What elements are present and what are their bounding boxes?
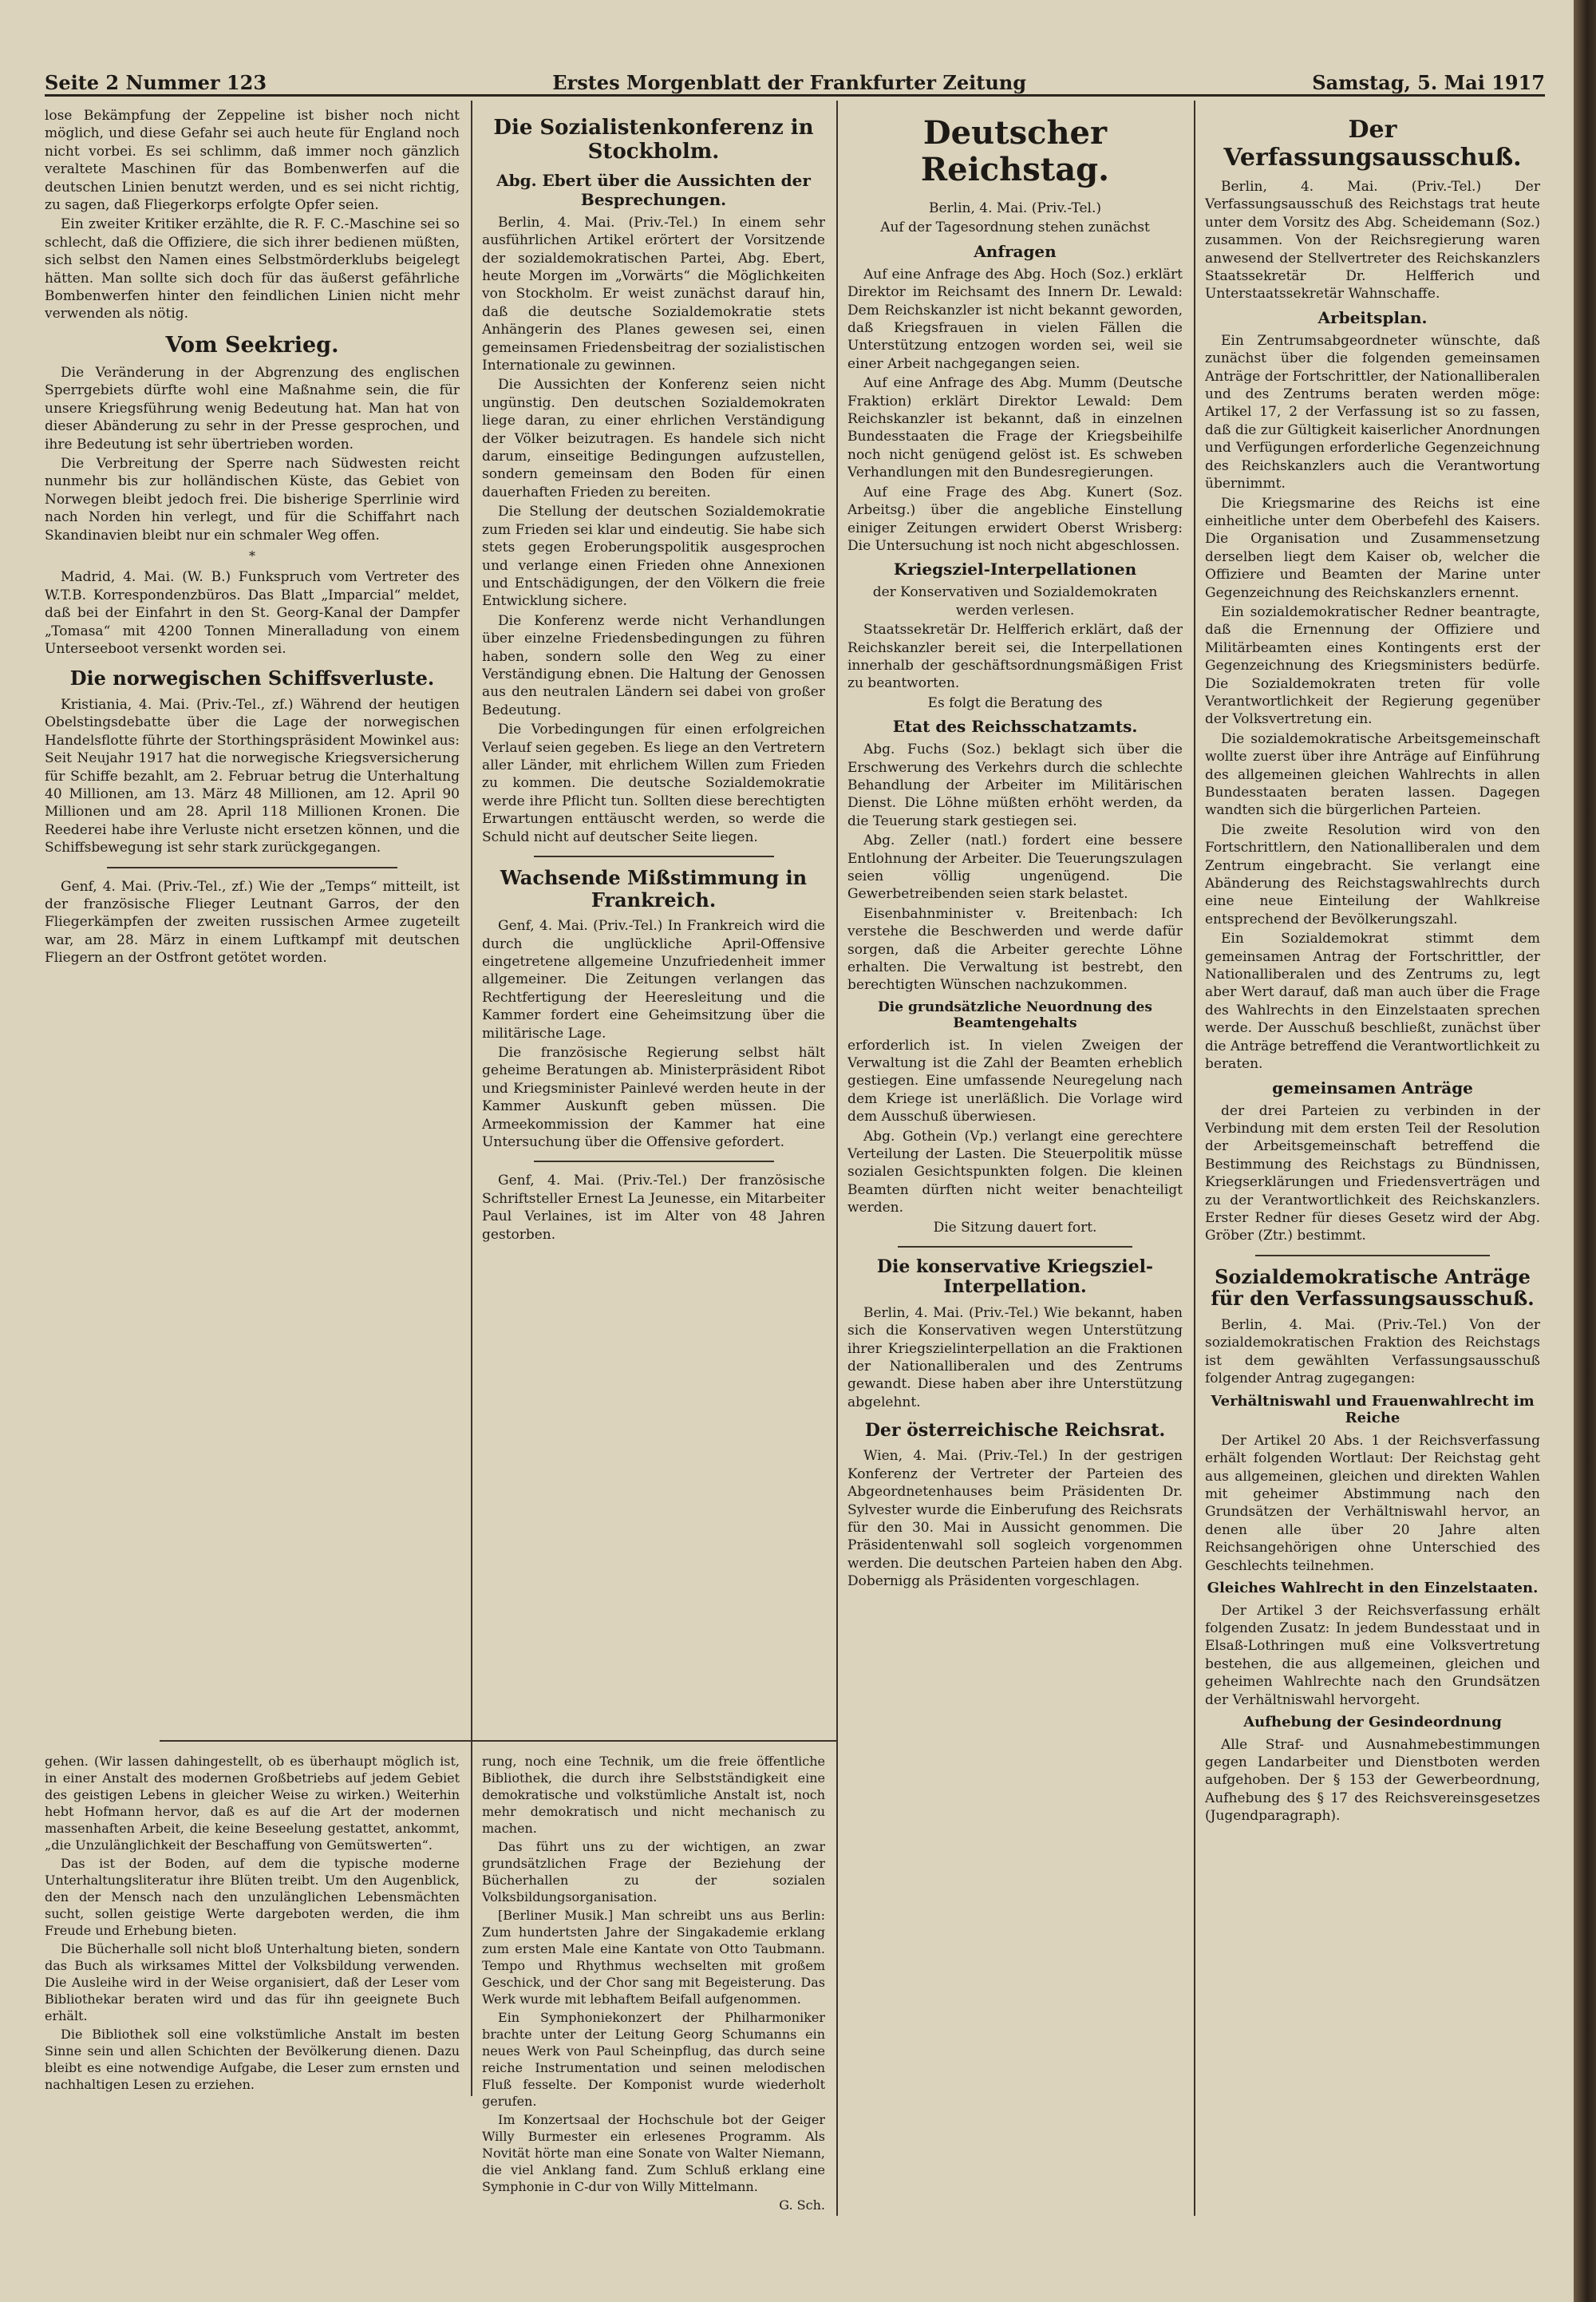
article-paragraph: Es folgt die Beratung des [927, 694, 1103, 711]
article-paragraph: Das ist der Boden, auf dem die typische moderne Unterhaltungsliteratur ihre Blüten treibt. Um den Augenblick, den der Mensch nach den unzulänglichen Lebensmächten sucht, sollen geistige Werte dargeboten werden, die ihm Freude und Erhebung bieten. [45, 1856, 460, 1938]
headline-konservative: Die konservative Kriegsziel-Interpellation. [876, 1256, 1154, 1298]
article-paragraph: gehen. (Wir lassen dahingestellt, ob es überhaupt möglich ist, in einer Anstalt des modernen Großbetriebs auf jedem Gebiet des geistigen Lebens in gleicher Weise zu wirken.) Weiterhin hebt Hofmann hervor, daß es auf die Art der modernen massenhaften Arbeit, die keine Beseelung gestattet, ankommt, „die Unzulänglichkeit der Beschaffung von Gemütswerten“. [45, 1754, 460, 1853]
article-paragraph: Die Bücherhalle soll nicht bloß Unterhaltung bieten, sondern das Buch als wirksames Mittel der Volksbildung verwenden. Die Ausleihe wird in der Weise organisiert, daß der Leser vom Bibliothekar beraten wird und das für ihn geeignete Buch erhält. [45, 1941, 460, 2023]
article-paragraph: Auf eine Anfrage des Abg. Mumm (Deutsche Fraktion) erklärt Direktor Lewald: Dem Reichskanzler ist bekannt, daß in einzelnen Bundesstaaten die Frage der Kriegsbeihilfe noch nicht genügend gelöst ist. Es schweben Verhandlungen mit den Bundesregierungen. [847, 375, 1183, 481]
headline-reichsrat: Der österreichische Reichsrat. [864, 1420, 1166, 1442]
headline-sozialdemokratische-antraege: Sozialdemokratische Anträge für den Verfassungsausschuß. [1211, 1264, 1535, 1311]
article-paragraph: Abg. Fuchs (Soz.) beklagt sich über die Erschwerung des Verkehrs durch die schlechte Behandlung der Arbeiter im Militärischen Dienst. Die Löhne müßten erhöht werden, da die Teuerung stark gestiegen sei. [847, 742, 1183, 829]
article-paragraph: Eisenbahnminister v. Breitenbach: Ich verstehe die Beschwerden und werde dafür sorgen, daß die Arbeiter gerechte Löhne erhalten. Die Verwaltung ist bestrebt, den berechtigten Wünschen nachzukommen. [847, 905, 1183, 994]
headline-frankreich: Wachsende Mißstimmung in Frankreich. [500, 866, 808, 912]
subheadline-ebert: Abg. Ebert über die Aussichten der Besprechungen. [496, 170, 811, 209]
article-paragraph: Berlin, 4. Mai. (Priv.-Tel.) Wie bekannt, haben sich die Konservativen wegen Unterstützung ihrer Kriegszielinterpellation an die Fraktionen der Nationalliberalen und des Zentrums gewandt. Diese haben aber ihre Unterstützung abgelehnt. [847, 1304, 1183, 1410]
article-paragraph: Wien, 4. Mai. (Priv.-Tel.) In der gestrigen Konferenz der Vertreter der Parteien des Abgeordnetenhauses beim Präsidenten Dr. Sylvester wurde die Einberufung des Reichsrats für den 30. Mai in Aussicht genommen. Die Präsidentenwahl soll sogleich vorgenommen werden. Die deutschen Parteien haben den Abg. Dobernigg als Präsidenten vorgeschlagen. [847, 1448, 1183, 1590]
issue-date: Samstag, 5. Mai 1917 [1312, 71, 1545, 94]
article-paragraph: rung, noch eine Technik, um die freie öffentliche Bibliothek, die durch ihre Selbstständigkeit eine demokratische und volkstümliche Anstalt ist, noch mehr demokratisch und nicht mechanisch zu machen. [482, 1754, 825, 1836]
article-paragraph: Die Verbreitung der Sperre nach Südwesten reicht nunmehr bis zur holländischen Küste, das Gebiet von Norwegen bleibt jedoch frei. Die bisherige Sperrlinie wird nach Norden hin verlegt, und für die Schiffahrt nach Skandinavien bleibt nur ein schmaler Weg offen. [45, 455, 460, 544]
subheadline-beamtengehalt: Die grundsätzliche Neuordnung des Beamtengehalts [878, 999, 1152, 1032]
article-paragraph: Ein Symphoniekonzert der Philharmoniker brachte unter der Leitung Georg Schumanns ein neues Werk von Paul Scheinpflug, das durch seine reiche Instrumentation und seinen melodischen Fluß fesselte. Der Komponist wurde wiederholt gerufen. [482, 2010, 825, 2109]
article-paragraph: Die sozialdemokratische Arbeitsgemeinschaft wollte zuerst über ihre Anträge auf Einführung des allgemeinen gleichen Wahlrechts in allen Bundesstaaten beraten lassen. Dagegen wandten sich die bürgerlichen Parteien. [1205, 730, 1540, 819]
asterisk-divider: * [249, 548, 255, 564]
divider [898, 1246, 1132, 1248]
column-rule [1194, 101, 1195, 2216]
divider [534, 1161, 774, 1162]
session-note: Die Sitzung dauert fort. [933, 1219, 1097, 1236]
subheadline-gesindeordnung: Aufhebung der Gesindeordnung [1243, 1714, 1502, 1731]
headline-schiffsverluste: Die norwegischen Schiffsverluste. [69, 666, 435, 690]
article-paragraph: Der Artikel 20 Abs. 1 der Reichsverfassung erhält folgenden Wortlaut: Der Reichstag geht aus allgemeinen, gleichen und direkten Wahlen mit geheimer Abstimmung nach den Grundsätzen der Verhältniswahl hervor, an denen alle über 20 Jahre alten Reichsangehörigen ohne Unterschied des Geschlechts teilnehmen. [1205, 1432, 1540, 1574]
subheadline-gemeinsam: gemeinsamen Anträge [1272, 1078, 1473, 1098]
agenda-note: Auf der Tagesordnung stehen zunächst [880, 220, 1150, 236]
article-paragraph: [Berliner Musik.] Man schreibt uns aus Berlin: Zum hundertsten Jahre der Singakademie erklang zum ersten Male eine Kantate von Otto Taubmann. Tempo und Rhythmus wechselten mit großem Geschick, und der Chor sang mit Begeisterung. Das Werk wurde mit lebhaftem Beifall aufgenommen. [482, 1908, 825, 2007]
article-paragraph: Ein sozialdemokratischer Redner beantragte, daß die Ernennung der Offiziere und Militärbeamten eines Kontingents erst der Gegenzeichnung des Kriegsministers bedürfe. Die Sozialdemokraten treten für volle Verantwortlichkeit der Regierung gegenüber der Volksvertretung ein. [1205, 603, 1540, 728]
column-3 [847, 107, 1183, 2198]
column-2 [482, 107, 825, 1735]
article-paragraph: der drei Parteien zu verbinden in der Verbindung mit dem ersten Teil der Resolution der Arbeitsgemeinschaft betreffend die Bestimmung des Reichstags zu Bündnissen, Kriegserklärungen und Friedensverträgen und zu der Verantwortlichkeit des Reichskanzlers. Erster Redner für dieses Gesetz wird der Abg. Gröber (Ztr.) bestimmt. [1205, 1102, 1540, 1244]
article-paragraph: Die Veränderung in der Abgrenzung des englischen Sperrgebiets dürfte wohl eine Maßnahme sein, die für unsere Kriegsführung wenig Bedeutung hat. Man hat von dieser Abänderung zu sehr in der Presse gesprochen, und ihre Bedeutung ist sehr übertrieben worden. [45, 364, 460, 453]
dateline: Berlin, 4. Mai. (Priv.-Tel.) [928, 200, 1102, 216]
column-rule [471, 101, 472, 2096]
column-4 [1205, 107, 1540, 2198]
headline-verfassungsausschuss: Der Verfassungsausschuß. [1223, 116, 1522, 172]
article-paragraph: erforderlich ist. In vielen Zweigen der Verwaltung ist die Zahl der Beamten erheblich gestiegen. Eine umfassende Neuregelung nach dem Kriege ist unerläßlich. Die Vorlage wird dem Ausschuß überwiesen. [847, 1037, 1183, 1125]
newspaper-title: Erstes Morgenblatt der Frankfurter Zeitung [552, 71, 1027, 94]
divider [1255, 1255, 1490, 1256]
subheadline-anfragen: Anfragen [974, 241, 1057, 261]
subheadline-kriegsziel: Kriegsziel-Interpellationen [893, 560, 1137, 579]
page-number: Seite 2 Nummer 123 [45, 71, 267, 94]
subheadline-note: der Konservativen und Sozialdemokraten werden verlesen. [872, 584, 1158, 619]
article-paragraph: Abg. Gothein (Vp.) verlangt eine gerechtere Verteilung der Lasten. Die Steuerpolitik müsse sozialen Gesichtspunkten folgen. Die kleinen Beamten dürften nicht weiter benachteiligt werden. [847, 1128, 1183, 1216]
binding-edge [1574, 0, 1596, 2302]
divider [107, 867, 397, 868]
article-paragraph: Staatssekretär Dr. Helfferich erklärt, daß der Reichskanzler bereit sei, die Interpellationen innerhalb der geschäftsordnungsmäßigen Frist zu beantworten. [847, 622, 1183, 692]
divider [534, 856, 774, 857]
article-paragraph: Auf eine Anfrage des Abg. Hoch (Soz.) erklärt Direktor im Reichsamt des Innern Dr. Lewald: Dem Reichskanzler ist nicht bekannt geworden, daß Kriegsfrauen in vielen Fällen die Unterstützung entzogen worden sei, weil sie einer Arbeit nachgegangen seien. [847, 266, 1183, 372]
article-paragraph: Das führt uns zu der wichtigen, an zwar grundsätzlichen Frage der Beziehung der Bücherhallen zu der sozialen Volksbildungsorganisation. [482, 1839, 825, 1904]
subheadline-gleiches-wahlrecht: Gleiches Wahlrecht in den Einzelstaaten. [1207, 1580, 1539, 1596]
article-paragraph: Im Konzertsaal der Hochschule bot der Geiger Willy Burmester ein erlesenes Programm. Als Novität hörte man eine Sonate von Walter Niemann, die viel Anklang fand. Zum Schluß erklang eine Symphonie in C-dur von Willy Mittelmann. [482, 2112, 825, 2194]
article-paragraph: Ein zweiter Kritiker erzählte, die R. F. C.-Maschine sei so schlecht, daß die Offiziere, die sich ihrer bedienen müßten, sich selbst den Namen eines Selbstmörderklubs beigelegt hätten. Man sollte sich doch für das äußerst gefährliche Bombenwerfen hinter den feindlichen Linien nicht mehr verwenden als nötig. [45, 216, 460, 322]
author-signature: G. Sch. [779, 2197, 825, 2213]
article-paragraph: Alle Straf- und Ausnahmebestimmungen gegen Landarbeiter und Dienstboten werden aufgehoben. Der § 153 der Gewerbeordnung, Aufhebung des § 17 des Reichsvereinsgesetzes (Jugendparagraph). [1205, 1736, 1540, 1825]
article-paragraph: Die Konferenz werde nicht Verhandlungen über einzelne Friedensbedingungen zu führen haben, sondern solle den Weg zu einer Verständigung ebnen. Die Haltung der Genossen aus den neutralen Ländern sei dabei von großer Bedeutung. [482, 612, 825, 718]
article-paragraph: Ein Zentrumsabgeordneter wünschte, daß zunächst über die folgenden gemeinsamen Anträge der Fortschrittler, der Nationalliberalen und des Zentrums beraten werden möge: Artikel 17, 2 der Verfassung ist so zu fassen, daß die zur Gültigkeit kaiserlicher Anordnungen und Verfügungen erforderliche Gegenzeichnung des Reichskanzlers auch die Verantwortung übernimmt. [1205, 332, 1540, 492]
article-paragraph: Genf, 4. Mai. (Priv.-Tel., zf.) Wie der „Temps“ mitteilt, ist der französische Flieger Leutnant Garros, der den Fliegerkämpfen der zweiten russischen Armee zugeteilt war, am 28. März in einem Luftkampf mit deutschen Fliegern an der Ostfront getötet worden. [45, 878, 460, 967]
article-paragraph: lose Bekämpfung der Zeppeline ist bisher noch nicht möglich, und diese Gefahr sei auch heute für England noch nicht vorbei. Es sei schlimm, daß immer noch gänzlich veraltete Maschinen für das Bombenwerfen auf die deutschen Linien benutzt werden, und es sei nicht richtig, zu sagen, daß Fliegerkorps erfolgte Opfer seien. [45, 108, 460, 214]
article-paragraph: Die französische Regierung selbst hält geheime Beratungen ab. Ministerpräsident Ribot und Kriegsminister Painlevé werden heute in der Kammer Auskunft geben müssen. Die Armeekommission der Kammer hat eine Untersuchung über die Offensive gefordert. [482, 1045, 825, 1151]
headline-seekrieg: Vom Seekrieg. [165, 332, 339, 358]
headline-reichstag: Deutscher Reichstag. [920, 114, 1110, 188]
article-paragraph: Madrid, 4. Mai. (W. B.) Funkspruch vom Vertreter des W.T.B. Korrespondenzbüros. Das Blatt „Imparcial“ meldet, daß bei der Einfahrt in den St. Georg-Kanal der Dampfer „Tomasa“ mit 4200 Tonnen Mineralladung von einem Unterseeboot versenkt worden sei. [45, 569, 460, 658]
article-paragraph: Abg. Zeller (natl.) fordert eine bessere Entlohnung der Arbeiter. Die Teuerungszulagen seien völlig ungenügend. Die Gewerbetreibenden seien stark belastet. [847, 833, 1183, 903]
article-paragraph: Berlin, 4. Mai. (Priv.-Tel.) In einem sehr ausführlichen Artikel erörtert der Vorsitzende der sozialdemokratischen Partei, Abg. Ebert, heute Morgen im „Vorwärts“ die Möglichkeiten von Stockholm. Er weist zunächst darauf hin, daß die deutsche Sozialdemokratie stets Anhängerin des Planes gewesen sei, einen gemeinsamen Friedensbeitrag der sozialistischen Internationale zu gewinnen. [482, 214, 825, 374]
article-paragraph: Die Stellung der deutschen Sozialdemokratie zum Frieden sei klar und eindeutig. Sie habe sich stets gegen Eroberungspolitik ausgesprochen und verlange einen Frieden ohne Annexionen und Entschädigungen, der den Völkern die freie Entwicklung sichere. [482, 504, 825, 610]
headline-sozialistenkonferenz: Die Sozialistenkonferenz in Stockholm. [493, 116, 814, 164]
masthead [45, 67, 1545, 97]
article-paragraph: Auf eine Frage des Abg. Kunert (Soz. Arbeitsg.) über die angebliche Einstellung einiger Zeitungen erwidert Oberst Wrisberg: Die Untersuchung ist noch nicht abgeschlossen. [847, 484, 1183, 554]
article-paragraph: Genf, 4. Mai. (Priv.-Tel.) Der französische Schriftsteller Ernest La Jeunesse, ein Mitarbeiter Paul Verlaines, ist im Alter von 48 Jahren gestorben. [482, 1173, 825, 1243]
subheadline-verhaeltniswahl: Verhältniswahl und Frauenwahlrecht im Reiche [1211, 1392, 1535, 1427]
feuilleton-column-2 [482, 1753, 825, 2232]
article-paragraph: Die zweite Resolution wird von den Fortschrittlern, den Nationalliberalen und dem Zentrum eingebracht. Sie verlangt eine Abänderung des Reichstagswahlrechts durch eine neue Einteilung der Wahlkreise entsprechend der Bevölkerungszahl. [1205, 821, 1540, 928]
article-paragraph: Berlin, 4. Mai. (Priv.-Tel.) Der Verfassungsausschuß des Reichstags trat heute unter dem Vorsitz des Abg. Scheidemann (Soz.) zusammen. Von der Reichsregierung waren anwesend der Stellvertreter des Reichskanzlers Staatssekretär Dr. Helfferich und Unterstaatssekretär Wahnschaffe. [1205, 179, 1540, 303]
article-paragraph: Die Vorbedingungen für einen erfolgreichen Verlauf seien gegeben. Es liege an den Vertretern aller Länder, mit ehrlichem Willen zum Frieden zu kommen. Die deutsche Sozialdemokratie werde ihre Pflicht tun. Sollten diese berechtigten Erwartungen enttäuscht werden, so werde die Schuld nicht auf deutscher Seite liegen. [482, 722, 825, 845]
feuilleton-rule [160, 1740, 836, 1742]
article-paragraph: Die Kriegsmarine des Reichs ist eine einheitliche unter dem Oberbefehl des Kaisers. Die Organisation und Zusammensetzung derselben liegt dem Kaiser ob, welcher die Offiziere und Beamten der Marine unter Gegenzeichnung des Reichskanzlers ernennt. [1205, 495, 1540, 601]
feuilleton-column-1 [45, 1753, 460, 2232]
column-rule [836, 101, 838, 2216]
article-paragraph: Der Artikel 3 der Reichsverfassung erhält folgenden Zusatz: In jedem Bundesstaat und in Elsaß-Lothringen muß eine Volksvertretung bestehen, die aus allgemeinen, gleichen und geheimen Wahlrechte nach den Grundsätzen der Verhältniswahl hervorgeht. [1205, 1602, 1540, 1708]
column-1 [45, 107, 460, 1735]
article-paragraph: Ein Sozialdemokrat stimmt dem gemeinsamen Antrag der Fortschrittler, der Nationalliberalen und des Zentrums zu, legt aber Wert darauf, daß man auch über die Frage des Wahlrechts in den Einzelstaaten sprechen werde. Der Ausschuß beschließt, zunächst über die Anträge betreffend die Verantwortlichkeit zu beraten. [1205, 931, 1540, 1073]
subheadline-etat: Etat des Reichsschatzamts. [892, 717, 1138, 737]
subheadline-arbeitsplan: Arbeitsplan. [1317, 307, 1428, 327]
article-paragraph: Berlin, 4. Mai. (Priv.-Tel.) Von der sozialdemokratischen Fraktion des Reichstags ist dem gewählten Verfassungsausschuß folgender Antrag zugegangen: [1205, 1316, 1540, 1387]
article-paragraph: Die Aussichten der Konferenz seien nicht ungünstig. Den deutschen Sozialdemokraten liege daran, zu einer ehrlichen Verständigung der Völker beizutragen. Es handele sich nicht darum, einseitige Bedingungen aufzustellen, sondern gemeinsam den Boden für einen dauerhaften Frieden zu bereiten. [482, 377, 825, 500]
article-paragraph: Genf, 4. Mai. (Priv.-Tel.) In Frankreich wird die durch die unglückliche April-Offensive eingetretene allgemeine Unzufriedenheit immer allgemeiner. Die Zeitungen verlangen das Rechtfertigung der Heeresleitung und die Kammer fordert eine Geheimsitzung über die militärische Lage. [482, 918, 825, 1042]
article-paragraph: Kristiania, 4. Mai. (Priv.-Tel., zf.) Während der heutigen Obelstingsdebatte über die Lage der norwegischen Handelsflotte führte der Storthingspräsident Mowinkel aus: Seit Neujahr 1917 hat die norwegische Kriegsversicherung für Schiffe bezahlt, am 2. Februar betrug die Unterhaltung 40 Millionen, am 13. März 48 Millionen, am 12. April 90 Millionen und am 28. April 118 Millionen Kronen. Die Reederei habe ihre Verluste nicht ersetzen können, und die Schiffsbewegung ist sehr stark zurückgegangen. [45, 697, 460, 856]
article-paragraph: Die Bibliothek soll eine volkstümliche Anstalt im besten Sinne sein und allen Schichten der Bevölkerung dienen. Dazu bleibt es eine notwendige Aufgabe, die Leser zum ernsten und nachhaltigen Lesen zu erziehen. [45, 2027, 460, 2092]
